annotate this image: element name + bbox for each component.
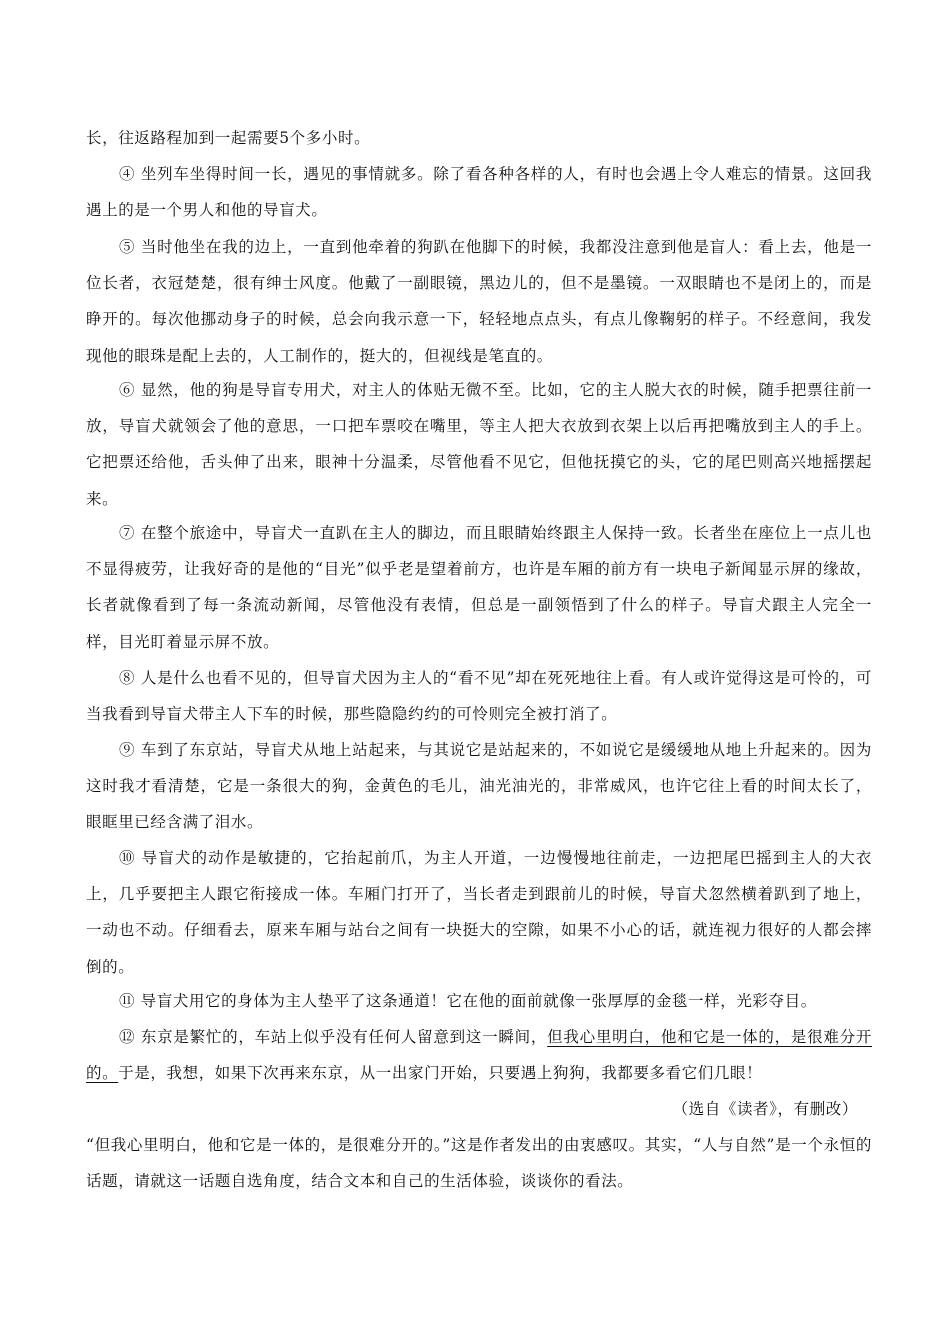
paragraph-6: ⑥ 显然，他的狗是导盲专用犬，对主人的体贴无微不至。比如，它的主人脱大衣的时候，随手把票往前一放，导盲犬就领会了他的意思，一口把车票咬在嘴里，等主人把大衣放到衣架上以后再把嘴放到主人的手上。它把票还给他，舌头伸了出来，眼神十分温柔，尽管他看不见它，但他抚摸它的头，它的尾巴则高兴地摇摆起来。 [86, 381, 872, 508]
paragraph-continuation: 长，往返路程加到一起需要5个多小时。 [86, 129, 371, 147]
underlined-sentence: 但我心里明白，他和它是一体的，是很难分开的。 [86, 1028, 872, 1083]
question-prompt: “但我心里明白，他和它是一体的，是很难分开的。”这是作者发出的由衷感叹。其实，“人与自然”是一个永恒的话题，请就这一话题自选角度，结合文本和自己的生活体验，谈谈你的看法。 [86, 1136, 872, 1191]
paragraph-7: ⑦ 在整个旅途中，导盲犬一直趴在主人的脚边，而且眼睛始终跟主人保持一致。长者坐在座位上一点儿也不显得疲劳，让我好奇的是他的“目光”似乎老是望着前方，也许是车厢的前方有一块电子新闻显示屏的缘故，长者就像看到了每一条流动新闻，尽管他没有表情，但总是一副领悟到了什么的样子。导盲犬跟主人完全一样，目光盯着显示屏不放。 [86, 524, 872, 651]
paragraph-11: ⑪ 导盲犬用它的身体为主人垫平了这条通道！它在他的面前就像一张厚厚的金毯一样，光彩夺目。 [119, 992, 817, 1010]
paragraph-9: ⑨ 车到了东京站，导盲犬从地上站起来，与其说它是站起来的，不如说它是缓缓地从地上升起来的。因为这时我才看清楚，它是一条很大的狗，金黄色的毛儿，油光油光的，非常威风，也许它往上看的时间太长了，眼眶里已经含满了泪水。 [86, 741, 872, 832]
paragraph-4: ④ 坐列车坐得时间一长，遇见的事情就多。除了看各种各样的人，有时也会遇上令人难忘的情景。这回我遇上的是一个男人和他的导盲犬。 [86, 165, 872, 220]
paragraph-5: ⑤ 当时他坐在我的边上，一直到他牵着的狗趴在他脚下的时候，我都没注意到他是盲人：看上去，他是一位长者，衣冠楚楚，很有绅士风度。他戴了一副眼镜，黑边儿的，但不是墨镜。一双眼睛也不是闭上的，而是睁开的。每次他挪动身子的时候，总会向我示意一下，轻轻地点点头，有点儿像鞠躬的样子。不经意间，我发现他的眼珠是配上去的，人工制作的，挺大的，但视线是笔直的。 [86, 238, 872, 365]
source-citation: （选自《读者》，有删改） [672, 1100, 858, 1118]
paragraph-12-tail: 于是，我想，如果下次再来东京，从一出家门开始，只要遇上狗狗，我都要多看它们几眼！ [118, 1064, 763, 1083]
paragraph-12-lead: ⑫ 东京是繁忙的，车站上似乎没有任何人留意到这一瞬间， [119, 1028, 548, 1046]
paragraph-12 [86, 1019, 872, 1091]
paragraph-10: ⑩ 导盲犬的动作是敏捷的，它抬起前爪，为主人开道，一边慢慢地往前走，一边把尾巴摇到主人的大衣上，几乎要把主人跟它衔接成一体。车厢门打开了，当长者走到跟前儿的时候，导盲犬忽然横着趴到了地上，一动也不动。仔细看去，原来车厢与站台之间有一块挺大的空隙，如果不小心的话，就连视力很好的人都会摔倒的。 [86, 849, 872, 976]
paragraph-8: ⑧ 人是什么也看不见的，但导盲犬因为主人的“看不见”却在死死地往上看。有人或许觉得这是可怜的，可当我看到导盲犬带主人下车的时候，那些隐隐约约的可怜则完全被打消了。 [86, 669, 872, 724]
